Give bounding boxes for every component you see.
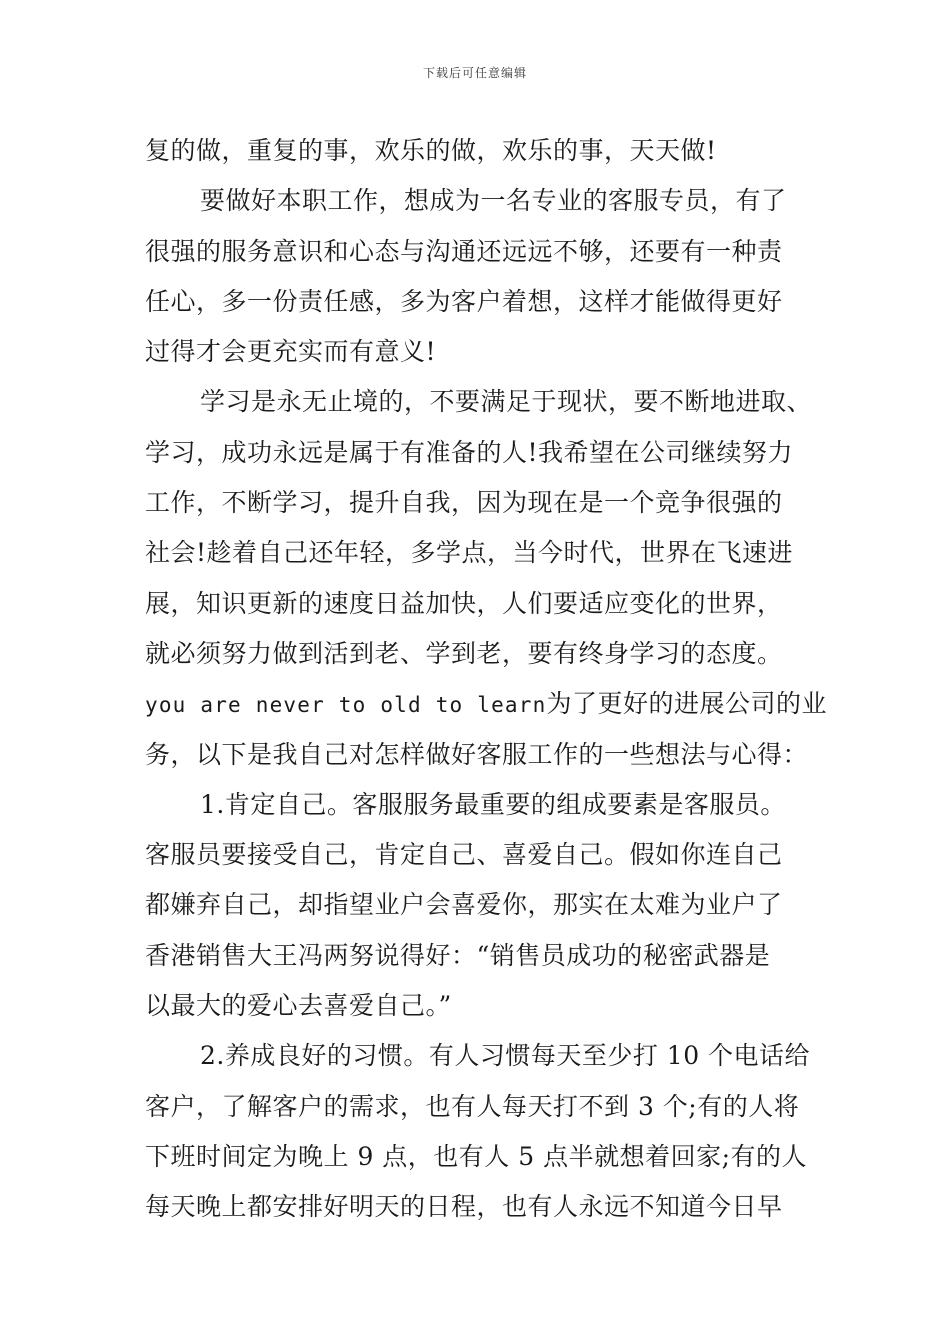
text-line: 务，以下是我自己对怎样做好客服工作的一些想法与心得： bbox=[145, 739, 809, 769]
document-body bbox=[145, 126, 827, 1233]
text-fragment: 为了更好的进展公司的业 bbox=[546, 689, 827, 719]
text-line: 学习，成功永远是属于有准备的人!我希望在公司继续努力 bbox=[145, 437, 794, 467]
paragraph-start-line: 要做好本职工作，想成为一名专业的客服专员，有了 bbox=[200, 186, 787, 216]
paragraph-start-line: 学习是永无止境的，不要满足于现状，要不断地进取、 bbox=[200, 387, 813, 417]
text-line: 过得才会更充实而有意义! bbox=[145, 337, 437, 367]
text-line: 展，知识更新的速度日益加快，人们要适应变化的世界， bbox=[145, 588, 783, 618]
text-line: 很强的服务意识和心态与沟通还远远不够，还要有一种责 bbox=[145, 236, 783, 266]
text-line: 都嫌弃自己，却指望业户会喜爱你，那实在太难为业户了 bbox=[145, 890, 783, 920]
text-line: 任心，多一份责任感，多为客户着想，这样才能做得更好 bbox=[145, 286, 783, 316]
text-line: 下班时间定为晚上 9 点，也有人 5 点半就想着回家;有的人 bbox=[145, 1141, 808, 1171]
text-line: 社会!趁着自己还年轻，多学点，当今时代，世界在飞速进 bbox=[145, 538, 794, 568]
text-line: 香港销售大王冯两努说得好：“销售员成功的秘密武器是 bbox=[145, 940, 771, 970]
text-line: 就必须努力做到活到老、学到老，要有终身学习的态度。 bbox=[145, 638, 783, 668]
text-line: 客户，了解客户的需求，也有人每天打不到 3 个;有的人将 bbox=[145, 1091, 800, 1121]
text-line: 复的做，重复的事，欢乐的做，欢乐的事，天天做! bbox=[145, 136, 717, 165]
page-header: 下载后可任意编辑 bbox=[422, 66, 527, 80]
paragraph-start-line: 1.肯定自己。客服服务最重要的组成要素是客服员。 bbox=[200, 789, 786, 819]
text-line: 每天晚上都安排好明天的日程，也有人永远不知道今日早 bbox=[145, 1192, 783, 1222]
paragraph-start-line: 2.养成良好的习惯。有人习惯每天至少打 10 个电话给 bbox=[200, 1041, 811, 1071]
mixed-text-line bbox=[145, 679, 827, 729]
english-phrase: you are never to old to learn bbox=[145, 693, 547, 718]
text-line: 工作，不断学习，提升自我，因为现在是一个竞争很强的 bbox=[145, 488, 783, 518]
text-line: 以最大的爱心去喜爱自己。” bbox=[145, 991, 452, 1021]
text-line: 客服员要接受自己，肯定自己、喜爱自己。假如你连自己 bbox=[145, 840, 783, 870]
